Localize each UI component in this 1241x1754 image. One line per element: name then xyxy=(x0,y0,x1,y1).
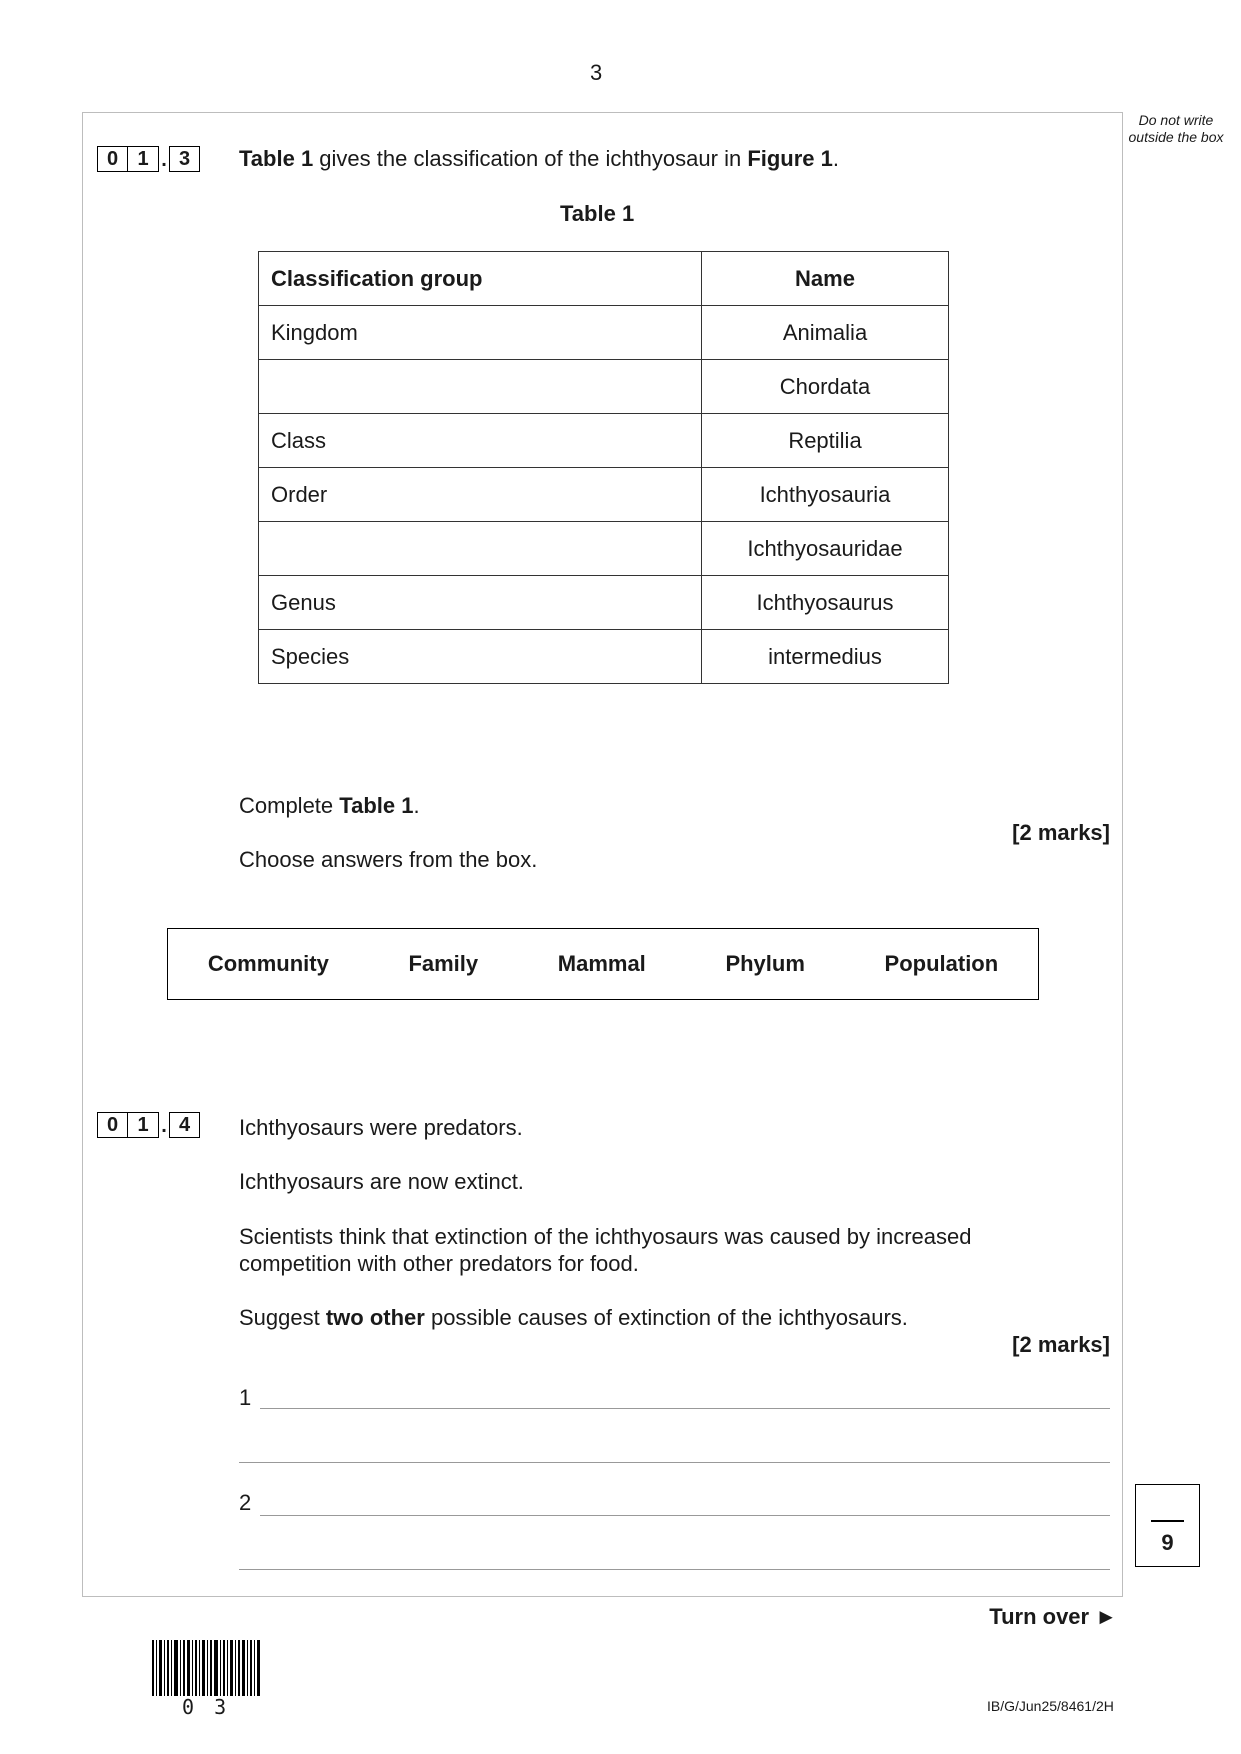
table-cell-name: intermedius xyxy=(702,630,949,684)
table-cell-blank-answer[interactable] xyxy=(259,522,702,576)
margin-note: Do not write outside the box xyxy=(1128,112,1224,145)
answer-number: 1 xyxy=(239,1385,252,1410)
complete-end: . xyxy=(413,793,420,818)
marks-label: [2 marks] xyxy=(1012,1332,1110,1357)
question-number-01-3 xyxy=(97,144,200,172)
answer-number: 2 xyxy=(239,1490,252,1515)
table-row xyxy=(259,360,949,414)
table-cell-name: Reptilia xyxy=(702,414,949,468)
question-prompt xyxy=(239,1305,908,1331)
question-dot: . xyxy=(161,149,167,171)
table-cell-name: Ichthyosauridae xyxy=(702,522,949,576)
table-row xyxy=(259,576,949,630)
option-phylum: Phylum xyxy=(725,951,805,976)
question-intro xyxy=(239,146,839,172)
intro-bold-table: Table 1 xyxy=(239,146,314,171)
option-population: Population xyxy=(884,951,999,976)
question-digit: 3 xyxy=(169,146,200,172)
answer-line[interactable] xyxy=(239,1462,1110,1463)
intro-text: gives the classification of the ichthyosaur in xyxy=(313,146,748,171)
question-digit: 1 xyxy=(128,146,159,172)
barcode-icon xyxy=(152,1640,262,1696)
prompt-end: possible causes of extinction of the ichthyosaurs. xyxy=(424,1305,908,1330)
table-caption: Table 1 xyxy=(560,201,635,226)
table-cell-group: Class xyxy=(259,414,702,468)
complete-instruction xyxy=(239,793,420,819)
question-dot: . xyxy=(161,1115,167,1137)
answer-line[interactable] xyxy=(239,1569,1110,1570)
table-header-row xyxy=(259,252,949,306)
prompt-start: Suggest xyxy=(239,1305,326,1330)
turn-over-label: Turn over ► xyxy=(989,1604,1117,1629)
score-value: 9 xyxy=(1161,1530,1174,1555)
table-cell-name: Chordata xyxy=(702,360,949,414)
classification-table xyxy=(258,251,949,684)
header-classification-group: Classification group xyxy=(259,252,702,306)
answer-options-box xyxy=(167,928,1039,1000)
table-cell-group: Species xyxy=(259,630,702,684)
question-paragraph: Scientists think that extinction of the ichthyosaurs was caused by increased competition with other predators for food. xyxy=(239,1224,972,1276)
question-digit: 0 xyxy=(97,146,128,172)
table-cell-group: Genus xyxy=(259,576,702,630)
header-name: Name xyxy=(702,252,949,306)
complete-bold: Table 1 xyxy=(339,793,414,818)
intro-bold-figure: Figure 1 xyxy=(747,146,833,171)
question-number-01-4 xyxy=(97,1110,200,1138)
question-digit: 1 xyxy=(128,1112,159,1138)
page-number: 3 xyxy=(590,60,603,85)
prompt-bold: two other xyxy=(325,1305,425,1330)
question-paragraph: Ichthyosaurs were predators. xyxy=(239,1115,523,1140)
table-row xyxy=(259,306,949,360)
question-digit: 4 xyxy=(169,1112,200,1138)
table-cell-blank-answer[interactable] xyxy=(259,360,702,414)
score-dash xyxy=(1151,1520,1184,1522)
table-cell-name: Ichthyosaurus xyxy=(702,576,949,630)
question-digit: 0 xyxy=(97,1112,128,1138)
answer-line[interactable] xyxy=(260,1515,1110,1516)
choose-instruction: Choose answers from the box. xyxy=(239,847,538,872)
table-cell-name: Ichthyosauria xyxy=(702,468,949,522)
answer-line[interactable] xyxy=(260,1408,1110,1409)
table-cell-name: Animalia xyxy=(702,306,949,360)
intro-text-end: . xyxy=(832,146,840,171)
marks-label: [2 marks] xyxy=(1012,820,1110,845)
barcode-number: 0 3 xyxy=(182,1695,231,1719)
table-cell-group: Kingdom xyxy=(259,306,702,360)
table-row xyxy=(259,630,949,684)
option-family: Family xyxy=(408,951,479,976)
question-paragraph: Ichthyosaurs are now extinct. xyxy=(239,1169,524,1194)
option-community: Community xyxy=(207,951,329,976)
table-row xyxy=(259,522,949,576)
complete-text: Complete xyxy=(239,793,340,818)
reference-code: IB/G/Jun25/8461/2H xyxy=(987,1698,1114,1714)
table-row xyxy=(259,468,949,522)
table-cell-group: Order xyxy=(259,468,702,522)
table-row xyxy=(259,414,949,468)
option-mammal: Mammal xyxy=(557,951,646,976)
